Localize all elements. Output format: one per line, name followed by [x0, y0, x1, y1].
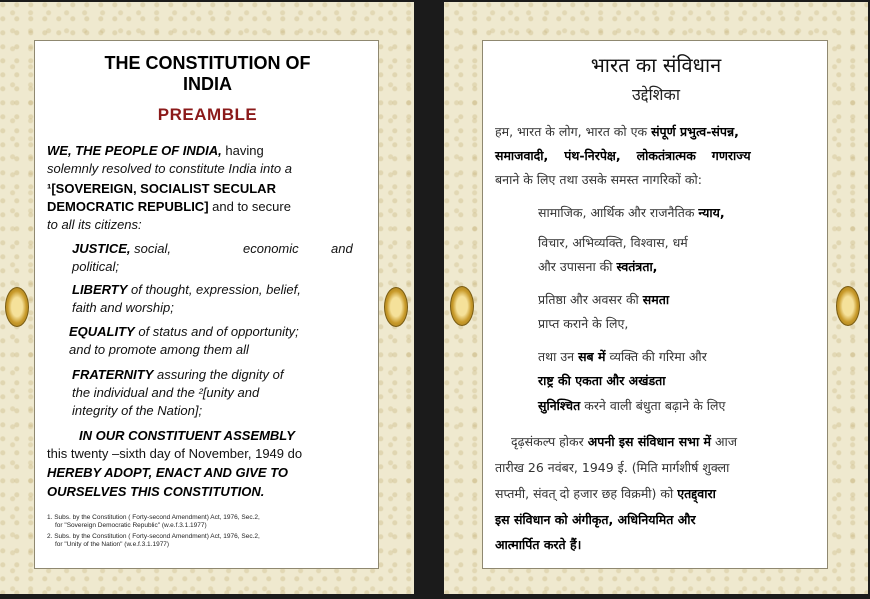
hindi-preamble-panel: [482, 40, 828, 569]
ashoka-chakra-left-icon: [5, 287, 29, 327]
line-sovereign: ¹[SOVEREIGN, SOCIALIST SECULAR: [47, 181, 276, 196]
hindi-line-11: [538, 397, 725, 414]
line-liberty: [72, 282, 301, 298]
hindi-line-1: [495, 123, 739, 140]
hindi-line-13: तारीख 26 नवंबर, 1949 ई. (मिति मार्गशीर्ष शुक्ला: [495, 460, 730, 475]
text: of thought, expression, belief,: [127, 282, 301, 297]
fraternity: FRATERNITY: [72, 367, 154, 382]
secular: पंथ-निरपेक्ष,: [564, 148, 621, 163]
english-preamble-panel: [34, 40, 379, 569]
text: आज: [711, 434, 738, 449]
text: and to secure: [208, 199, 291, 214]
ashoka-chakra-left-icon: [450, 286, 474, 326]
text: करने वाली बंधुता बढ़ाने के लिए: [580, 398, 726, 413]
text: हम, भारत के लोग, भारत को एक: [495, 124, 652, 139]
equality-promote: and to promote among them all: [69, 342, 249, 357]
fraternity-individual: the individual and the ²[unity and: [72, 385, 260, 400]
hindi-line-8: प्राप्त कराने के लिए,: [538, 316, 629, 331]
sovereign: संपूर्ण प्रभुत्व-संपन्न,: [651, 124, 739, 139]
text: दृढ़संकल्प होकर: [511, 434, 588, 449]
equality: समता: [642, 292, 670, 307]
justice: न्याय,: [698, 205, 725, 220]
constituent-assembly: अपनी इस संविधान सभा में: [587, 434, 712, 449]
republic: गणराज्य: [711, 148, 751, 163]
line-citizens: to all its citizens:: [47, 217, 142, 232]
english-page: [0, 2, 414, 594]
text: assuring the dignity of: [153, 367, 284, 382]
democratic-republic: DEMOCRATIC REPUBLIC]: [47, 199, 209, 214]
line-adopt: HEREBY ADOPT, ENACT AND GIVE TO: [47, 465, 289, 480]
line-we-the-people: [47, 143, 264, 159]
hindi-title: भारत का संविधान: [590, 53, 722, 77]
justice-and: and: [331, 241, 353, 256]
line-date: this twenty –sixth day of November, 1949 do: [47, 446, 303, 461]
all: सब में: [578, 349, 606, 364]
hereby: एतद्द्वारा: [677, 486, 716, 501]
justice-political: political;: [72, 259, 119, 274]
hindi-line-2: [495, 147, 751, 164]
liberty-faith: faith and worship;: [72, 300, 174, 315]
hindi-line-7: [538, 291, 669, 308]
ashoka-chakra-right-icon: [384, 287, 408, 327]
text: व्यक्ति की गरिमा और: [605, 349, 707, 364]
hindi-line-5: विचार, अभिव्यक्ति, विश्वास, धर्म: [538, 235, 688, 250]
line-democratic: [47, 199, 291, 215]
hindi-line-3: बनाने के लिए तथा उसके समस्त नागरिकों को:: [495, 172, 702, 187]
footnote-2b: for "Unity of the Nation" (w.e.f.3.1.1977): [55, 541, 170, 548]
liberty: LIBERTY: [72, 282, 128, 297]
hindi-line-9: [538, 348, 707, 365]
hindi-line-6: [538, 258, 657, 275]
text: social,: [130, 241, 171, 256]
justice-economic: economic: [243, 241, 299, 256]
liberty: स्वतंत्रता,: [616, 259, 658, 274]
justice: JUSTICE,: [72, 241, 131, 256]
hindi-page: [444, 2, 868, 594]
line-fraternity: [72, 367, 283, 383]
footnote-1b: for "Sovereign Democratic Republic" (w.e.f.3.1.1977): [55, 522, 207, 529]
line-ourselves: OURSELVES THIS CONSTITUTION.: [47, 484, 265, 499]
text: प्रतिष्ठा और अवसर की: [538, 292, 643, 307]
hindi-subtitle: उद्देशिका: [632, 85, 680, 104]
hindi-line-15: इस संविधान को अंगीकृत, अधिनियमित और: [495, 512, 696, 527]
line-equality: [69, 324, 299, 340]
title-line-2: INDIA: [183, 74, 232, 94]
hindi-line-4: [538, 204, 725, 221]
line-justice: [72, 241, 171, 257]
assuring: सुनिश्चित: [538, 398, 581, 413]
text: having: [221, 143, 264, 158]
footnote-2a: 2. Subs. by the Constitution ( Forty-second Amendment) Act, 1976, Sec.2,: [47, 533, 260, 540]
hindi-line-14: [495, 485, 716, 502]
text: of status and of opportunity;: [134, 324, 299, 339]
text: तथा उन: [538, 349, 579, 364]
footnote-1a: 1. Subs. by the Constitution ( Forty-second Amendment) Act, 1976, Sec.2,: [47, 514, 260, 521]
democratic: लोकतंत्रात्मक: [636, 148, 696, 163]
we-the-people: WE, THE PEOPLE OF INDIA,: [47, 143, 222, 158]
equality: EQUALITY: [69, 324, 135, 339]
ashoka-chakra-right-icon: [836, 286, 860, 326]
hindi-line-16: आत्मार्पित करते हैं।: [495, 537, 582, 552]
hindi-line-10: राष्ट्र की एकता और अखंडता: [538, 373, 666, 388]
hindi-line-12: [511, 433, 737, 450]
line-resolved: solemnly resolved to constitute India into a: [47, 161, 292, 176]
text: सप्तमी, संवत् दो हजार छह विक्रमी) को: [495, 486, 678, 501]
text: सामाजिक, आर्थिक और राजनैतिक: [538, 205, 699, 220]
title-line-1: THE CONSTITUTION OF: [104, 53, 311, 73]
text: और उपासना की: [538, 259, 617, 274]
socialist: समाजवादी,: [495, 148, 549, 163]
fraternity-integrity: integrity of the Nation];: [72, 403, 203, 418]
preamble-heading: PREAMBLE: [157, 105, 258, 124]
line-assembly: IN OUR CONSTITUENT ASSEMBLY: [79, 428, 295, 443]
